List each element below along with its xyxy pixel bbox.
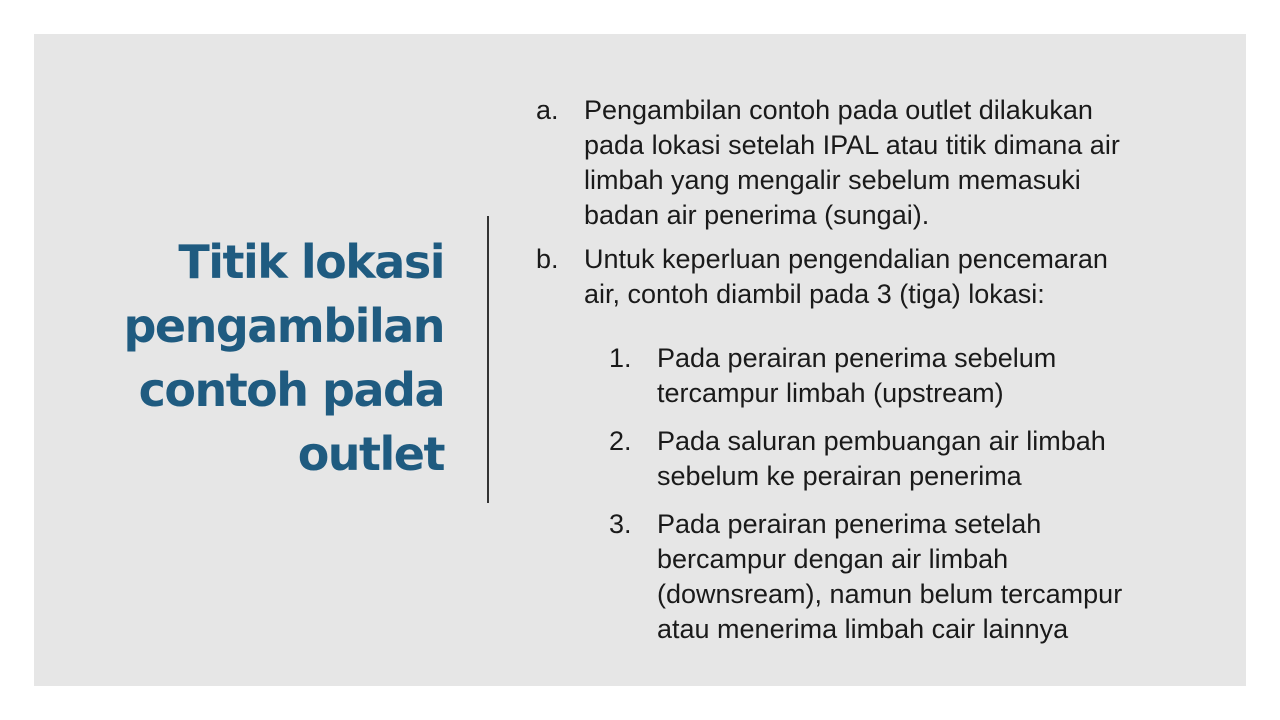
subitem-line: sebelum ke perairan penerima	[657, 461, 1022, 491]
list-item-a	[536, 93, 1236, 233]
title-line: contoh pada	[138, 363, 444, 417]
subitem-line: tercampur limbah (upstream)	[657, 378, 1004, 408]
item-line: badan air penerima (sungai).	[584, 200, 930, 230]
list-marker: a.	[536, 95, 559, 125]
item-line: pada lokasi setelah IPAL atau titik dimana air	[584, 130, 1120, 160]
subitem-line: (downsream), namun belum tercampur	[657, 579, 1123, 609]
title-line: Titik lokasi	[178, 235, 444, 289]
list-item-b	[536, 242, 1236, 312]
content-list	[536, 93, 1236, 647]
item-line: limbah yang mengalir sebelum memasuki	[584, 165, 1081, 195]
sublist-item-2	[609, 424, 1236, 494]
sublist-marker: 3.	[609, 509, 632, 539]
item-line: Untuk keperluan pengendalian pencemaran	[584, 244, 1108, 274]
item-line: Pengambilan contoh pada outlet dilakukan	[584, 95, 1093, 125]
subitem-line: Pada perairan penerima sebelum	[657, 343, 1057, 373]
subitem-line: bercampur dengan air limbah	[657, 544, 1009, 574]
item-line: air, contoh diambil pada 3 (tiga) lokasi:	[584, 279, 1045, 309]
subitem-line: Pada saluran pembuangan air limbah	[657, 426, 1106, 456]
vertical-divider	[487, 216, 489, 503]
sublist-marker: 2.	[609, 426, 632, 456]
slide	[34, 34, 1246, 686]
subitem-line: atau menerima limbah cair lainnya	[657, 614, 1069, 644]
sublist-item-1	[609, 341, 1236, 411]
slide-title	[114, 230, 444, 486]
title-line: pengambilan	[123, 299, 444, 353]
sublist-item-3	[609, 507, 1236, 647]
list-marker: b.	[536, 244, 559, 274]
sublist-marker: 1.	[609, 343, 632, 373]
numbered-sublist	[536, 341, 1236, 647]
subitem-line: Pada perairan penerima setelah	[657, 509, 1042, 539]
title-line: outlet	[297, 427, 444, 481]
